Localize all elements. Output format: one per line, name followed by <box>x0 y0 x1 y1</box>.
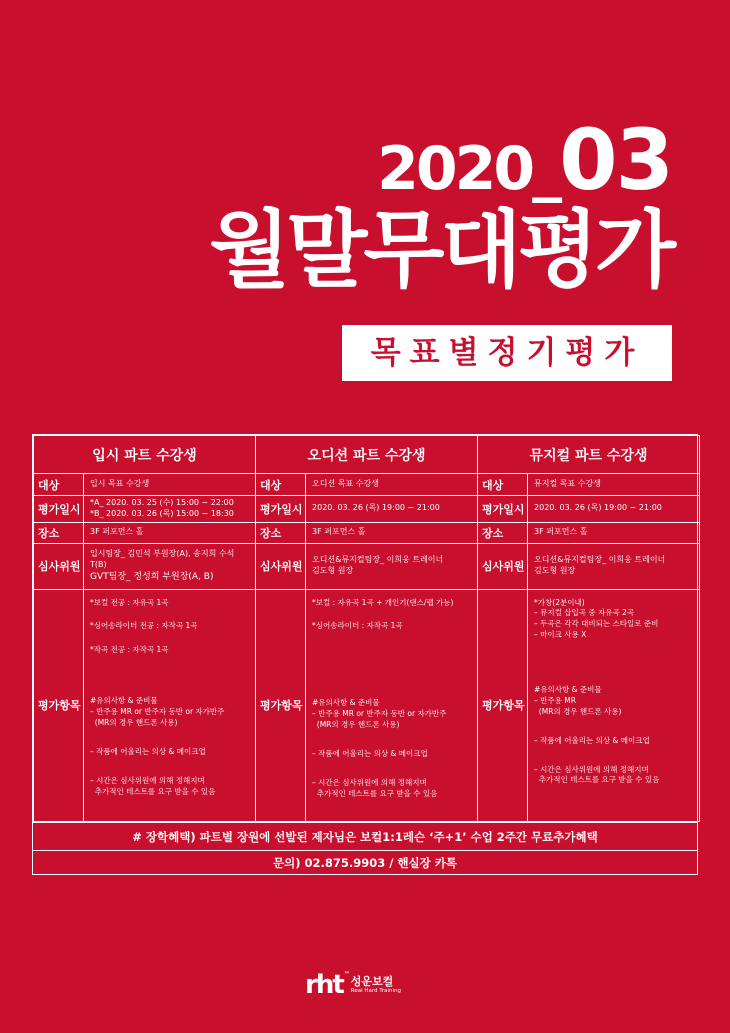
judge-value <box>306 543 478 589</box>
logo-name-en: Real Hard Training <box>350 988 401 995</box>
item-line: – 작품에 어울리는 의상 & 메이크업 <box>90 746 206 756</box>
date-line: *A_ 2020. 03. 25 (수) 15:00 ~ 22:00 <box>90 498 234 507</box>
column-heading-entrance: 입시 파트 수강생 <box>34 436 256 474</box>
column-heading-audition: 오디션 파트 수강생 <box>256 436 478 474</box>
items-value <box>306 589 478 821</box>
item-line: (MR의 경우 핸드폰 사용) <box>312 720 400 730</box>
place-label: 장소 <box>478 522 528 543</box>
logo-mark-text: rht <box>305 970 343 1000</box>
page-title: 월말무대평가 <box>209 201 672 299</box>
date-label: 평가일시 <box>256 496 306 523</box>
contact-info: 문의) 02.875.9903 / 핸실장 카톡 <box>33 850 697 874</box>
item-line: #유의사항 & 준비물 <box>534 685 602 695</box>
judge-label: 심사위원 <box>478 543 528 589</box>
date-value <box>84 496 256 523</box>
item-line: *싱어송라이터 전공 : 자작곡 1곡 <box>90 621 198 631</box>
item-line: 추가적인 테스트를 요구 받을 수 있음 <box>534 775 660 785</box>
item-line: – 반주용 MR <box>534 695 576 705</box>
target-label: 대상 <box>34 474 84 496</box>
item-line: *보컬 전공 : 자유곡 1곡 <box>90 597 169 607</box>
item-line: – 마이크 사용 X <box>534 630 587 640</box>
item-line: – 작품에 어울리는 의상 & 메이크업 <box>312 748 428 758</box>
item-line: *작곡 전공 : 자작곡 1곡 <box>90 645 169 655</box>
evaluation-table <box>32 434 698 875</box>
items-value <box>528 589 700 821</box>
item-line: – 반주용 MR or 반주자 동반 or 자가반주 <box>312 709 447 719</box>
place-value: 3F 퍼포먼스 홀 <box>306 522 478 543</box>
date-value <box>306 496 478 523</box>
judge-line: GVT팀장_ 정성희 부원장(A, B) <box>90 571 214 582</box>
item-line: – 시간은 심사위원에 의해 정해지며 <box>534 764 649 774</box>
item-line: 추가적인 테스트를 요구 받을 수 있음 <box>90 786 216 796</box>
place-value: 3F 퍼포먼스 홀 <box>84 522 256 543</box>
item-line: (MR의 경우 핸드폰 사용) <box>534 706 622 716</box>
judge-line: 김도형 원장 <box>312 566 354 576</box>
item-line: (MR의 경우 핸드폰 사용) <box>90 717 178 727</box>
year-month: 03 <box>559 111 672 209</box>
items-label: 평가항목 <box>478 589 528 821</box>
place-label: 장소 <box>256 522 306 543</box>
judge-line: 오디션&뮤지컬팀장_ 이희웅 트레이너 <box>534 555 666 565</box>
year-prefix: 2020_ <box>377 134 560 204</box>
scholarship-note: # 장학혜택) 파트별 장원에 선발된 제자님은 보컬1:1레슨 ‘주+1’ 수업 2주간 무료추가혜택 <box>33 822 697 850</box>
items-label: 평가항목 <box>256 589 306 821</box>
target-label: 대상 <box>478 474 528 496</box>
year-heading <box>0 111 672 209</box>
item-line: – 두곡은 각각 대비되는 스타일로 준비 <box>534 619 659 629</box>
target-value: 뮤지컬 목표 수강생 <box>528 474 700 496</box>
judge-line: 입시팀장_ 김민석 부원장(A), 송지희 수석T(B) <box>90 549 235 570</box>
target-value: 오디션 목표 수강생 <box>306 474 478 496</box>
judge-value <box>84 543 256 589</box>
subtitle-badge: 목표별정기평가 <box>342 325 672 381</box>
item-line: – 뮤지컬 삽입곡 중 자유곡 2곡 <box>534 608 635 618</box>
date-line: 2020. 03. 26 (목) 19:00 ~ 21:00 <box>312 503 440 513</box>
item-line: – 시간은 심사위원에 의해 정해지며 <box>90 775 205 785</box>
logo-text <box>351 976 401 994</box>
item-line: – 반주용 MR or 반주자 동반 or 자가반주 <box>90 707 225 717</box>
item-line: – 작품에 어울리는 의상 & 메이크업 <box>534 735 650 745</box>
items-label: 평가항목 <box>34 589 84 821</box>
trademark-symbol: ™ <box>343 971 348 978</box>
items-value <box>84 589 256 821</box>
item-line: #유의사항 & 준비물 <box>90 696 158 706</box>
date-label: 평가일시 <box>34 496 84 523</box>
item-line: 추가적인 테스트를 요구 받을 수 있음 <box>312 788 438 798</box>
judge-value <box>528 543 700 589</box>
place-label: 장소 <box>34 522 84 543</box>
target-label: 대상 <box>256 474 306 496</box>
judge-line: 김도형 원장 <box>534 566 576 576</box>
date-line: 2020. 03. 26 (목) 19:00 ~ 21:00 <box>534 503 662 513</box>
column-heading-musical: 뮤지컬 파트 수강생 <box>478 436 700 474</box>
item-line: *싱어송라이터 : 자작곡 1곡 <box>312 621 403 631</box>
date-value <box>528 496 700 523</box>
item-line: #유의사항 & 준비물 <box>312 698 380 708</box>
item-line: *가창(2분이내) <box>534 597 585 607</box>
logo-mark <box>305 970 348 1000</box>
judge-label: 심사위원 <box>256 543 306 589</box>
place-value: 3F 퍼포먼스 홀 <box>528 522 700 543</box>
judge-line: 오디션&뮤지컬팀장_ 이희웅 트레이너 <box>312 555 444 565</box>
logo-name-ko: 성운보컬 <box>350 974 394 988</box>
date-label: 평가일시 <box>478 496 528 523</box>
brand-logo <box>305 972 401 998</box>
target-value: 입시 목표 수강생 <box>84 474 256 496</box>
item-line: *보컬 : 자유곡 1곡 + 개인기(댄스/랩 가능) <box>312 597 454 607</box>
item-line: – 시간은 심사위원에 의해 정해지며 <box>312 777 427 787</box>
judge-label: 심사위원 <box>34 543 84 589</box>
date-line: *B_ 2020. 03. 26 (목) 15:00 ~ 18:30 <box>90 508 234 518</box>
